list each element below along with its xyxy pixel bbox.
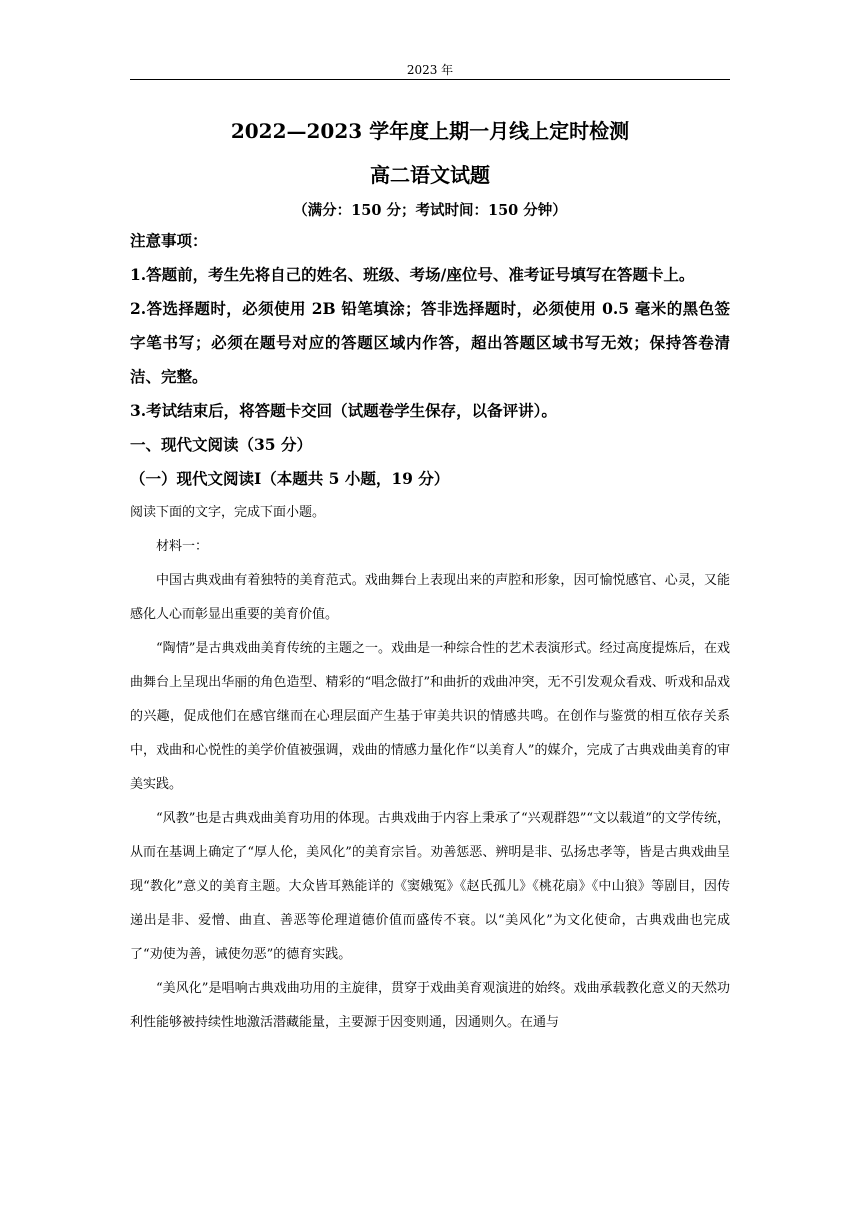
paragraph-1: 中国古典戏曲有着独特的美育范式。戏曲舞台上表现出来的声腔和形象，因可愉悦感官、心灵，又能感化人心而彰显出重要的美育价值。 bbox=[130, 573, 730, 622]
material-label: 材料一： bbox=[156, 539, 209, 554]
score-info: （满分：150 分；考试时间：150 分钟） bbox=[293, 202, 567, 219]
paragraph-3: “风教”也是古典戏曲美育功用的体现。古典戏曲于内容上秉承了“兴观群怨”“文以载道”的文学传统，从而在基调上确定了“厚人伦，美风化”的美育宗旨。劝善惩恶、辨明是非、弘扬忠孝等，皆是古典戏曲呈现“教化”意义的美育主题。大众皆耳熟能详的《窦娥冤》《赵氏孤儿》《桃花扇》《中山狼》等剧目，因传递出是非、爱憎、曲直、善恶等伦理道德价值而盛传不衰。以“美风化”为文化使命，古典戏曲也完成了“劝使为善，诫使勿恶”的德育实践。 bbox=[130, 811, 730, 962]
page-header: 2023 年 bbox=[406, 63, 454, 77]
notice-item-3: 3.考试结束后，将答题卡交回（试题卷学生保存，以备评讲）。 bbox=[130, 401, 557, 420]
section-subheading: （一）现代文阅读Ⅰ（本题共 5 小题，19 分） bbox=[130, 469, 450, 488]
paragraph-4: “美风化”是唱响古典戏曲功用的主旋律，贯穿于戏曲美育观演进的始终。戏曲承载教化意义的天然功利性能够被持续性地激活潜藏能量，主要源于因变则通，因通则久。在通与 bbox=[130, 981, 730, 1030]
header-divider bbox=[130, 79, 730, 80]
exam-title: 2022—2023 学年度上期一月线上定时检测 bbox=[230, 119, 630, 143]
notice-heading: 注意事项： bbox=[130, 231, 208, 250]
paragraph-2: “陶情”是古典戏曲美育传统的主题之一。戏曲是一种综合性的艺术表演形式。经过高度提炼后，在戏曲舞台上呈现出华丽的角色造型、精彩的“唱念做打”和曲折的戏曲冲突，无不引发观众看戏、听戏和品戏的兴趣，促成他们在感官继而在心理层面产生基于审美共识的情感共鸣。在创作与鉴赏的相互依存关系中，戏曲和心悦性的美学价值被强调，戏曲的情感力量化作“以美育人”的媒介，完成了古典戏曲美育的审美实践。 bbox=[130, 641, 730, 792]
exam-subtitle: 高二语文试题 bbox=[370, 163, 490, 187]
notice-item-1: 1.答题前，考生先将自己的姓名、班级、考场/座位号、准考证号填写在答题卡上。 bbox=[130, 265, 695, 284]
notice-item-2: 2.答选择题时，必须使用 2B 铅笔填涂；答非选择题时，必须使用 0.5 毫米的黑色签字笔书写；必须在题号对应的答题区域内作答，超出答题区域书写无效；保持答卷清洁、完整。 bbox=[130, 299, 730, 386]
section-heading: 一、现代文阅读（35 分） bbox=[130, 435, 312, 454]
document-body bbox=[130, 110, 730, 1040]
reading-instruction: 阅读下面的文字，完成下面小题。 bbox=[130, 505, 326, 520]
